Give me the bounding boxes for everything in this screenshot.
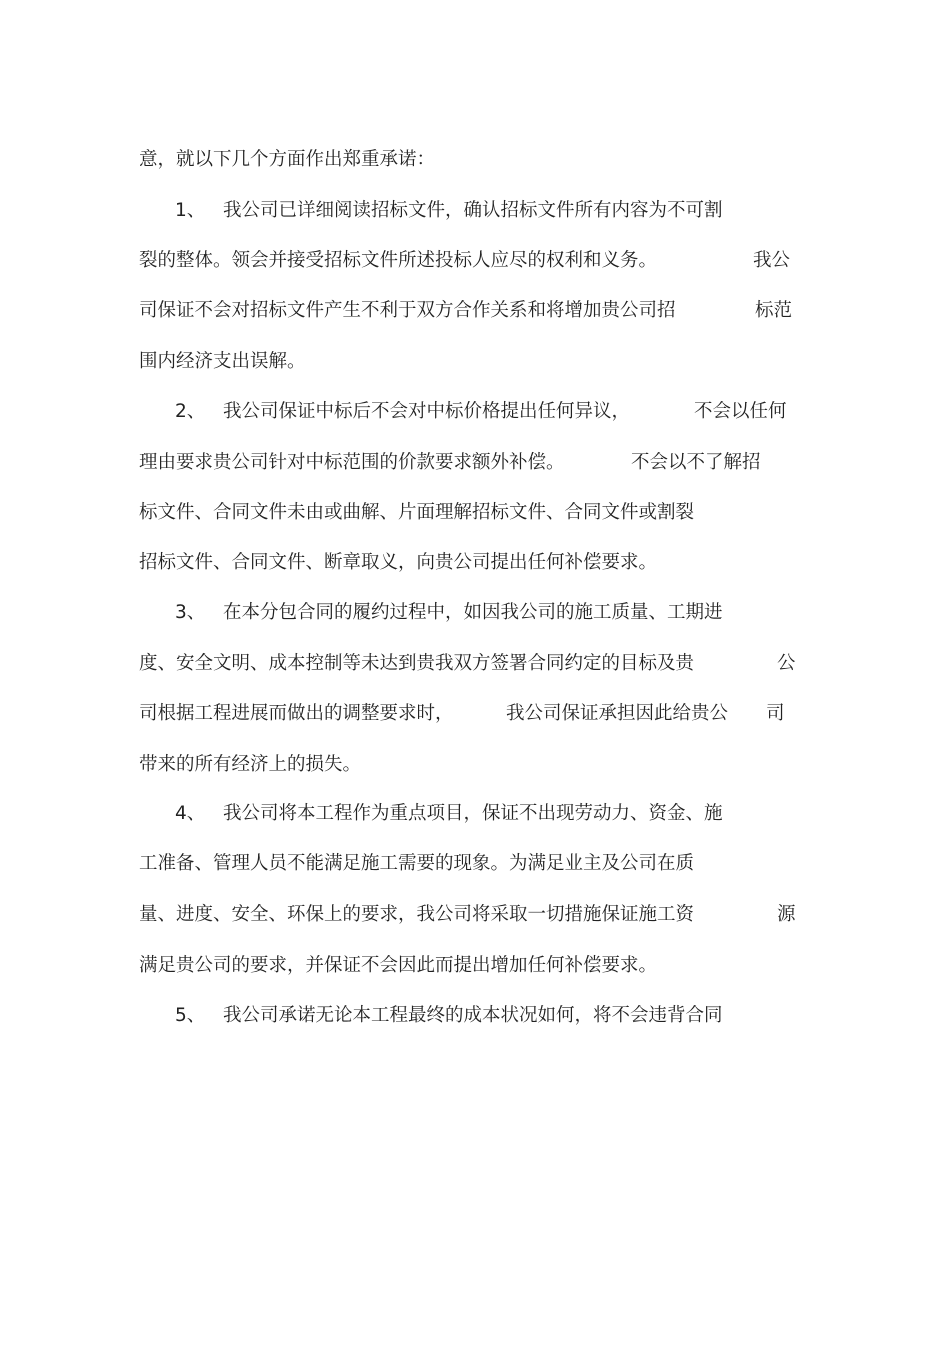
line-text: 我公司已详细阅读招标文件，确认招标文件所有内容为不可割 xyxy=(223,200,723,221)
line-text: 公 xyxy=(777,653,796,674)
line-text: 标文件、合同文件未由或曲解、片面理解招标文件、合同文件或割裂 xyxy=(139,502,695,523)
line-text: 在本分包合同的履约过程中，如因我公司的施工质量、工期进 xyxy=(223,602,723,623)
line-text: 不会以任何 xyxy=(694,401,787,422)
line-text: 我公司将本工程作为重点项目，保证不出现劳动力、资金、施 xyxy=(223,803,723,824)
line-text: 我公司保证中标后不会对中标价格提出任何异议， xyxy=(223,401,631,422)
line-text: 不会以不了解招 xyxy=(631,452,761,473)
item-number: 4、 xyxy=(175,803,206,824)
line-text: 满足贵公司的要求，并保证不会因此而提出增加任何补偿要求。 xyxy=(139,955,658,976)
line-text: 我公司保证承担因此给贵公 xyxy=(506,703,729,724)
line-text: 理由要求贵公司针对中标范围的价款要求额外补偿。 xyxy=(139,452,565,473)
line-text: 度、安全文明、成本控制等未达到贵我双方签署合同约定的目标及贵 xyxy=(139,653,695,674)
item-number: 1、 xyxy=(175,200,206,221)
line-text: 我公 xyxy=(753,250,791,271)
line-text: 源 xyxy=(777,904,796,925)
line-text: 带来的所有经济上的损失。 xyxy=(139,754,362,775)
line-text: 围内经济支出误解。 xyxy=(139,351,306,372)
item-number: 2、 xyxy=(175,401,206,422)
line-text: 司保证不会对招标文件产生不利于双方合作关系和将增加贵公司招 xyxy=(139,300,676,321)
line-text: 招标文件、合同文件、断章取义，向贵公司提出任何补偿要求。 xyxy=(139,552,658,573)
line-text: 意，就以下几个方面作出郑重承诺： xyxy=(139,149,436,170)
line-text: 司根据工程进展而做出的调整要求时， xyxy=(139,703,454,724)
item-number: 5、 xyxy=(175,1005,206,1026)
item-number: 3、 xyxy=(175,602,206,623)
line-text: 裂的整体。领会并接受招标文件所述投标人应尽的权利和义务。 xyxy=(139,250,658,271)
line-text: 司 xyxy=(766,703,785,724)
line-text: 标范 xyxy=(755,300,793,321)
line-text: 工准备、管理人员不能满足施工需要的现象。为满足业主及公司在质 xyxy=(139,853,695,874)
line-text: 量、进度、安全、环保上的要求，我公司将采取一切措施保证施工资 xyxy=(139,904,695,925)
line-text: 我公司承诺无论本工程最终的成本状况如何，将不会违背合同 xyxy=(223,1005,723,1026)
